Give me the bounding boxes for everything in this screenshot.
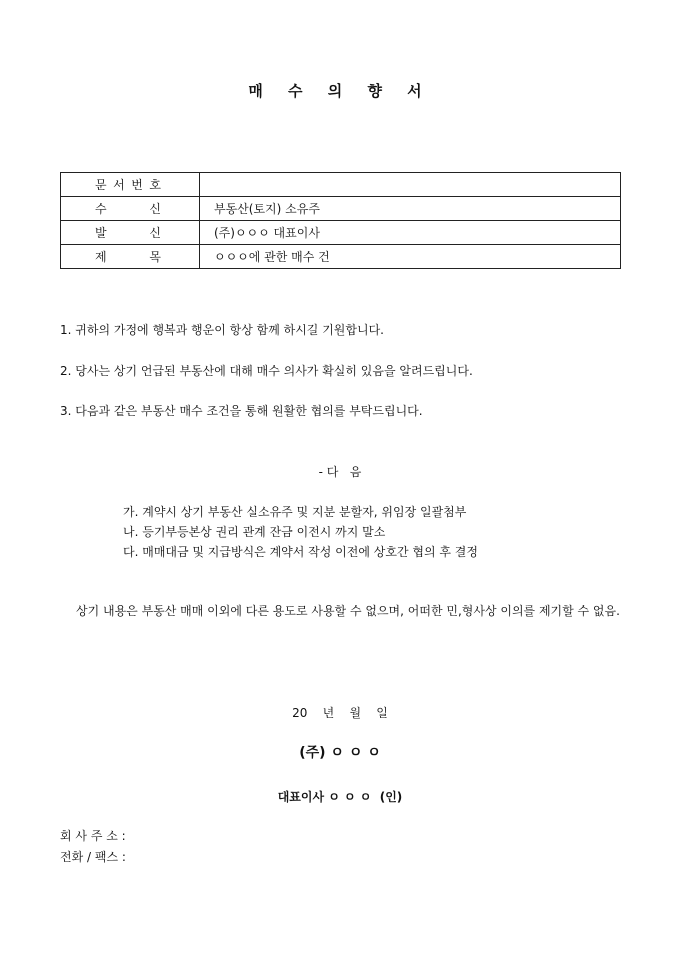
row-label-subject: [61, 245, 200, 269]
label-char: 목: [149, 250, 161, 264]
label-char: 서: [113, 178, 125, 192]
label-char: 신: [149, 226, 161, 240]
table-row: [61, 245, 621, 269]
representative-signature: 대표이사 ㅇ ㅇ ㅇ (인): [277, 790, 403, 804]
row-value-subject: ㅇㅇㅇ에 관한 매수 건: [200, 245, 621, 269]
table-row: [61, 197, 621, 221]
label-char: 문: [95, 178, 107, 192]
info-table: [60, 172, 621, 269]
table-row: [61, 221, 621, 245]
document-title: 매 수 의 향 서: [248, 82, 432, 100]
row-value-doc-number: [200, 173, 621, 197]
label-char: 수: [95, 202, 107, 216]
condition-item: 가. 계약시 상기 부동산 실소유주 및 지분 분할자, 위임장 일괄첨부: [123, 505, 467, 519]
label-char: 제: [95, 250, 107, 264]
company-address-label: 회 사 주 소 :: [60, 829, 126, 843]
paragraph-2: 2. 당사는 상기 언급된 부동산에 대해 매수 의사가 확실히 있음을 알려드립니다.: [60, 364, 473, 378]
phone-fax-label: 전화 / 팩스 :: [60, 850, 126, 864]
row-label-sender: [61, 221, 200, 245]
notice-paragraph: 상기 내용은 부동산 매매 이외에 다른 용도로 사용할 수 없으며, 어떠한 민,형사상 이의를 제기할 수 없음.: [76, 604, 620, 618]
row-value-sender: (주)ㅇㅇㅇ 대표이사: [200, 221, 621, 245]
condition-item: 다. 매매대금 및 지급방식은 계약서 작성 이전에 상호간 협의 후 결정: [123, 545, 478, 559]
company-name: (주) ㅇ ㅇ ㅇ: [299, 745, 381, 761]
date-line: 20 년 월 일: [292, 706, 388, 720]
paragraph-3: 3. 다음과 같은 부동산 매수 조건을 통해 원활한 협의를 부탁드립니다.: [60, 404, 423, 418]
condition-item: 나. 등기부등본상 권리 관계 잔금 이전시 까지 말소: [123, 525, 386, 539]
row-label-doc-number: [61, 173, 200, 197]
label-char: 호: [149, 178, 161, 192]
table-row: [61, 173, 621, 197]
section-heading: - 다 음: [318, 465, 362, 479]
label-char: 번: [131, 178, 143, 192]
paragraph-1: 1. 귀하의 가정에 행복과 행운이 항상 함께 하시길 기원합니다.: [60, 323, 384, 337]
label-char: 발: [95, 226, 107, 240]
row-label-recipient: [61, 197, 200, 221]
row-value-recipient: 부동산(토지) 소유주: [200, 197, 621, 221]
label-char: 신: [149, 202, 161, 216]
